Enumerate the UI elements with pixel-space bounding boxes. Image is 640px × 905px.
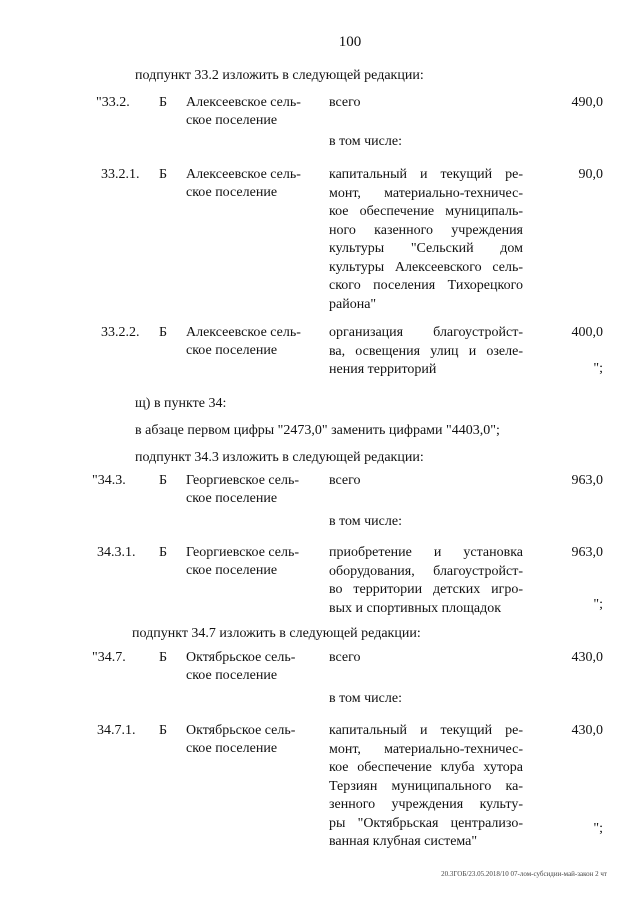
row-description: всего: [329, 473, 361, 488]
row-number: 34.3.1.: [97, 545, 136, 560]
paragraph-intro: подпункт 34.7 изложить в следующей редакции:: [132, 626, 421, 641]
row-amount: 490,0: [571, 95, 603, 110]
paragraph-item: в абзаце первом цифры "2473,0" заменить цифрами "4403,0";: [135, 423, 500, 438]
row-amount: 963,0: [571, 473, 603, 488]
row-amount: 90,0: [578, 167, 603, 182]
paragraph-intro: подпункт 33.2 изложить в следующей редакции:: [135, 68, 424, 83]
row-description: в том числе:: [329, 514, 402, 529]
row-settlement: Октябрьское сель- ское поселение: [186, 650, 296, 683]
row-description: капитальный и текущий ре- монт, материально-техничес- кое обеспечение клуба хутора Терзиян муниципального ка- зенного учреждения культу- ры "Октябрьская централизо- ванная клубная система": [329, 723, 523, 849]
page-number: 100: [338, 34, 362, 50]
row-amount: 430,0: [571, 650, 603, 665]
row-description: всего: [329, 95, 361, 110]
row-number: "33.2.: [96, 95, 130, 110]
row-category: Б: [159, 723, 168, 738]
row-amount: 430,0: [571, 723, 603, 738]
row-description: приобретение и установка оборудования, благоустройст- во территории детских игро- вых и спортивных площадок: [329, 545, 523, 616]
row-description: капитальный и текущий ре- монт, материально-техничес- кое обеспечение муниципаль- ного казенного учреждения культуры "Сельский дом культуры Алексеевского сель- ского поселения Тихорецкого района": [329, 167, 523, 312]
row-category: Б: [159, 650, 168, 665]
row-category: Б: [159, 95, 168, 110]
closing-quote: ";: [593, 361, 603, 376]
row-settlement: Георгиевское сель- ское поселение: [186, 545, 300, 578]
closing-quote: ";: [593, 821, 603, 836]
row-number: "34.7.: [92, 650, 126, 665]
row-description: организация благоустройст- ва, освещения улиц и озеле- нения территорий: [329, 325, 523, 377]
paragraph-intro: подпункт 34.3 изложить в следующей редакции:: [135, 450, 424, 465]
row-number: 34.7.1.: [97, 723, 136, 738]
row-description: в том числе:: [329, 691, 402, 706]
document-footer: 20.3ГОБ/23.05.2018/10 07-лом-субсидии-май-закон 2 чт: [441, 870, 607, 878]
row-category: Б: [159, 473, 168, 488]
row-settlement: Георгиевское сель- ское поселение: [186, 473, 300, 506]
row-number: 33.2.1.: [101, 167, 140, 182]
row-description: всего: [329, 650, 361, 665]
row-amount: 963,0: [571, 545, 603, 560]
row-category: Б: [159, 167, 168, 182]
row-number: 33.2.2.: [101, 325, 140, 340]
row-number: "34.3.: [92, 473, 126, 488]
row-settlement: Октябрьское сель- ское поселение: [186, 723, 296, 756]
row-settlement: Алексеевское сель- ское поселение: [186, 167, 301, 200]
closing-quote: ";: [593, 597, 603, 612]
row-category: Б: [159, 545, 168, 560]
paragraph-item: щ) в пункте 34:: [135, 396, 227, 411]
row-category: Б: [159, 325, 168, 340]
row-settlement: Алексеевское сель- ское поселение: [186, 95, 301, 128]
row-description: в том числе:: [329, 134, 402, 149]
row-amount: 400,0: [571, 325, 603, 340]
row-settlement: Алексеевское сель- ское поселение: [186, 325, 301, 358]
